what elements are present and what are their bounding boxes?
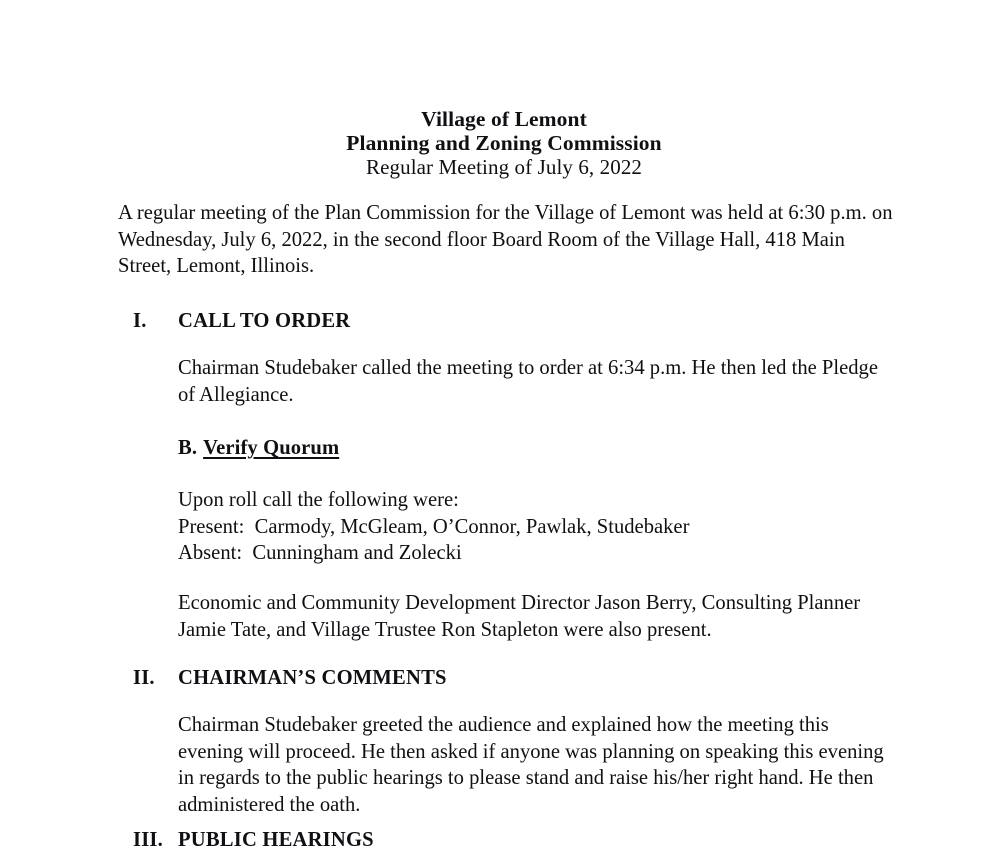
subsection-letter-verify-quorum: B. (178, 437, 198, 459)
section-title-call-to-order: CALL TO ORDER (178, 310, 351, 332)
roll-call-absent: Absent: Cunningham and Zolecki (178, 542, 462, 565)
section-heading-chairmans-comments (118, 665, 908, 691)
staff-present-block (118, 590, 908, 643)
roll-call-intro: Upon roll call the following were: (178, 489, 459, 511)
document-title-line-2: Planning and Zoning Commission (346, 130, 662, 155)
section-heading-call-to-order (118, 308, 908, 334)
intro-paragraph: A regular meeting of the Plan Commission for the Village of Lemont was held at 6:30 p.m. on Wednesday, July 6, 2022, in the second floor Board Room of the Village Hall, 418 Main Street, Lemont, Illinois. (118, 202, 893, 278)
subsection-label-verify-quorum: Verify Quorum (203, 437, 340, 459)
section-heading-public-hearings (118, 827, 908, 853)
roll-call-block (118, 487, 908, 567)
staff-present-paragraph: Economic and Community Development Director Jason Berry, Consulting Planner Jamie Tate, and Village Trustee Ron Stapleton were also present. (178, 592, 861, 641)
chairmans-comments-body-wrapper (118, 712, 908, 818)
call-to-order-body: Chairman Studebaker called the meeting to order at 6:34 p.m. He then led the Pledge of Allegiance. (178, 357, 878, 406)
section-numeral-public-hearings: III. (133, 829, 163, 851)
section-title-chairmans-comments: CHAIRMAN’S COMMENTS (178, 667, 447, 689)
section-numeral-chairmans-comments: II. (133, 667, 155, 689)
subsection-verify-quorum (118, 435, 908, 462)
chairmans-comments-body: Chairman Studebaker greeted the audience and explained how the meeting this evening will proceed. He then asked if anyone was planning on speaking this evening in regards to the public hearings to please stand and raise his/her right hand. He then administered the oath. (178, 714, 884, 816)
section-numeral-call-to-order: I. (133, 310, 147, 332)
document-header (0, 108, 1008, 180)
document-subtitle: Regular Meeting of July 6, 2022 (365, 155, 643, 179)
document-title-line-1: Village of Lemont (421, 107, 587, 131)
call-to-order-body-wrapper (118, 355, 908, 408)
roll-call-present: Present: Carmody, McGleam, O’Connor, Pawlak, Studebaker (178, 515, 690, 538)
section-title-public-hearings: PUBLIC HEARINGS (178, 829, 374, 851)
